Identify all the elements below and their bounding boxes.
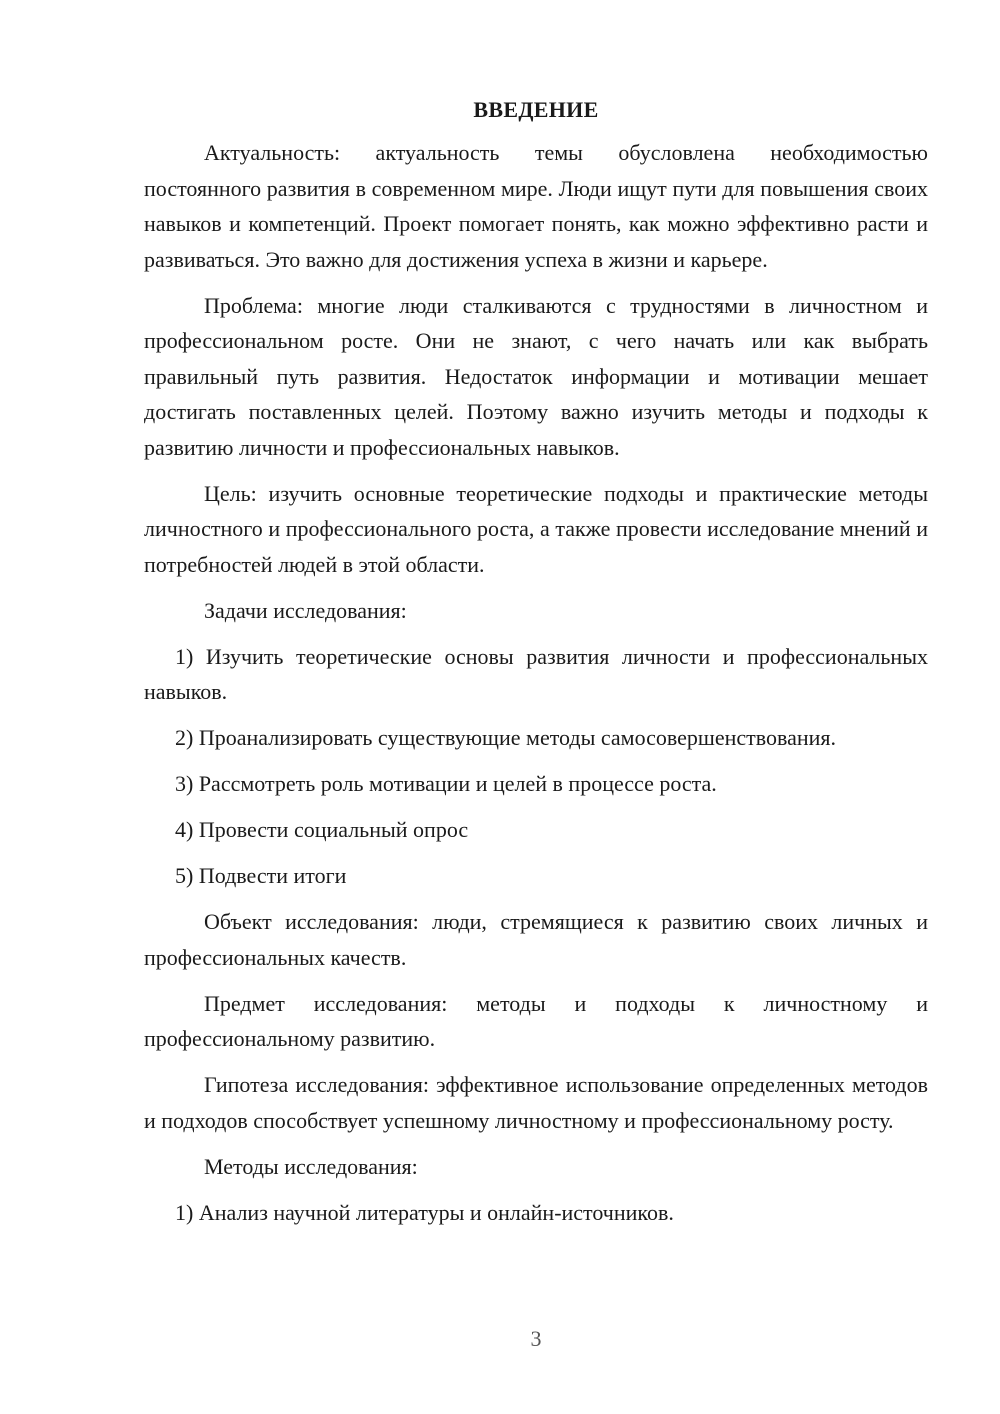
task-item-4: 4) Провести социальный опрос (175, 817, 469, 842)
problem-paragraph: Проблема: многие люди сталкиваются с трудностями в личностном и профессиональном росте. Они не знают, с чего начать или как выбрать правильный путь развития. Недостаток информации и мотивации мешает достигать поставленных целей. Поэтому важно изучить методы и подходы к развитию личности и профессиональных навыков. (144, 292, 928, 460)
method-item-1: 1) Анализ научной литературы и онлайн-источников. (175, 1199, 674, 1225)
object-paragraph: Объект исследования: люди, стремящиеся к развитию своих личных и профессиональных качеств. (144, 909, 928, 970)
page-number: 3 (530, 1326, 542, 1351)
goal-paragraph: Цель: изучить основные теоретические подходы и практические методы личностного и профессионального роста, а также провести исследование мнений и потребностей людей в этой области. (144, 480, 928, 577)
document-page (144, 92, 928, 1241)
methods-heading: Методы исследования: (204, 1153, 418, 1179)
section-title: ВВЕДЕНИЕ (473, 97, 599, 122)
task-item-3: 3) Рассмотреть роль мотивации и целей в процессе роста. (175, 771, 717, 796)
subject-paragraph: Предмет исследования: методы и подходы к личностному и профессиональному развитию. (144, 990, 928, 1051)
task-item-2: 2) Проанализировать существующие методы самосовершенствования. (175, 725, 837, 750)
relevance-paragraph: Актуальность: актуальность темы обусловлена необходимостью постоянного развития в современном мире. Люди ищут пути для повышения своих навыков и компетенций. Проект помогает понять, как можно эффективно расти и развиваться. Это важно для достижения успеха в жизни и карьере. (144, 140, 928, 272)
task-item-1: 1) Изучить теоретические основы развития личности и профессиональных навыков. (144, 643, 928, 704)
hypothesis-paragraph: Гипотеза исследования: эффективное использование определенных методов и подходов способствует успешному личностному и профессиональному росту. (144, 1072, 928, 1133)
task-item-5: 5) Подвести итоги (175, 863, 347, 888)
tasks-heading: Задачи исследования: (204, 597, 407, 623)
